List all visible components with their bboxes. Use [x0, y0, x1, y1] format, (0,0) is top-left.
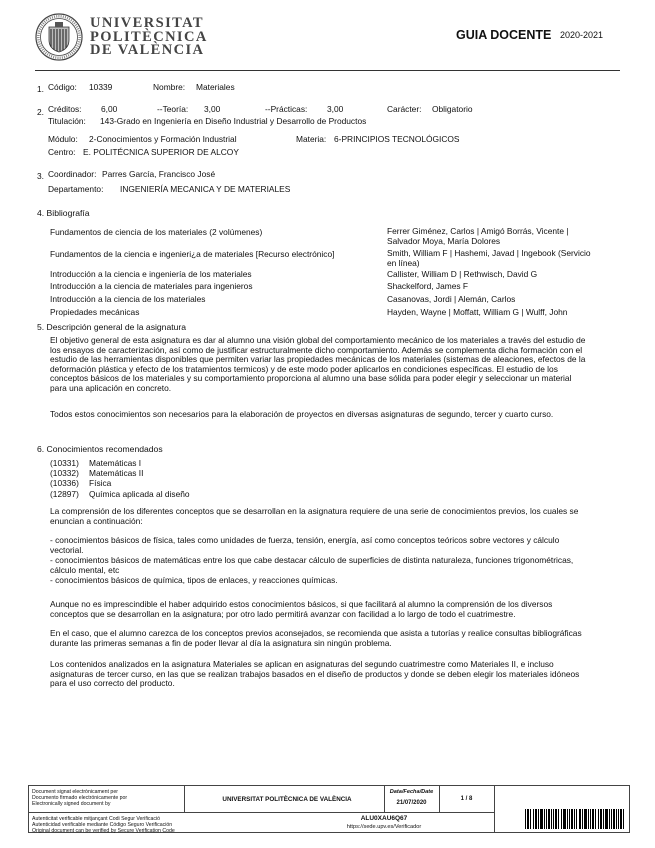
- biblio-authors: Hayden, Wayne | Moffatt, William G | Wulff, John: [387, 307, 568, 317]
- creditos-value: 6,00: [101, 104, 118, 114]
- conocimientos-paragraph: Aunque no es imprescindible el haber adquirido estos conocimientos básicos, si que facilitará al alumno la comprensión de los diversos conceptos que se desarrollan en la asignatura; por otro lado permitirá avanzar con facilidad a lo largo de todo el cuatrimestre.: [50, 599, 553, 619]
- university-name-line: DE VALÈNCIA: [90, 42, 205, 58]
- footer-divider: [184, 786, 185, 812]
- titulacion-value: 143-Grado en Ingeniería en Diseño Industrial y Desarrollo de Productos: [100, 116, 367, 126]
- creditos-label: Créditos:: [48, 104, 82, 114]
- course-code: (10331): [50, 458, 79, 468]
- biblio-authors: Smith, William F | Hashemi, Javad | Ingebook (Servicio en línea): [387, 248, 591, 268]
- footer-divider: [494, 786, 495, 832]
- conocimientos-heading: 6. Conocimientos recomendados: [37, 444, 163, 454]
- biblio-authors: Callister, William D | Rethwisch, David G: [387, 269, 538, 279]
- verify-line: Autenticidad verificable mediante Código Seguro Verificación: [32, 822, 173, 828]
- document-title: GUIA DOCENTE: [456, 28, 552, 42]
- bibliografia-heading: 4. Bibliografía: [37, 208, 90, 218]
- materia-label: Materia:: [296, 134, 327, 144]
- practicas-value: 3,00: [327, 104, 344, 114]
- modulo-label: Módulo:: [48, 134, 78, 144]
- materia-value: 6-PRINCIPIOS TECNOLÓGICOS: [334, 134, 460, 144]
- course-code: (10336): [50, 478, 79, 488]
- departamento-value: INGENIERÍA MECANICA Y DE MATERIALES: [120, 184, 291, 194]
- caracter-label: Carácter:: [387, 104, 422, 114]
- biblio-authors: Ferrer Giménez, Carlos | Amigó Borrás, Vicente | Salvador Moya, María Dolores: [387, 226, 569, 246]
- biblio-authors: Shackelford, James F: [387, 281, 468, 291]
- header-divider: [35, 70, 620, 71]
- descripcion-paragraph: El objetivo general de esta asignatura es dar al alumno una visión global del comportamiento mecánico de los materiales a través del estudio de los ensayos de caracterización, así como de justificar estructuralmente dicho comportamiento. Además se complementa dicha formación con el estudio de las herramientas disponibles que permiten variar las propiedades mecánicas de los materiales (sistemas de aleaciones, efectos de la deformación plástica y efecto de los tratamientos termicos) y de este modo poder aplicarlos en condiciones específicas. El estudio de los conceptos básicos de los materiales y su comportamiento proporciona al alumno una base sólida para poder elegir y seleccionar un material para una aplicación en concreto.: [50, 335, 586, 393]
- section-number: 2.: [37, 107, 44, 117]
- codigo-label: Código:: [48, 82, 77, 92]
- biblio-title: Propiedades mecánicas: [50, 307, 140, 317]
- upv-seal-logo: [35, 13, 83, 61]
- descripcion-heading: 5. Descripción general de la asignatura: [37, 322, 187, 332]
- biblio-title: Introducción a la ciencia de materiales para ingenieros: [50, 281, 253, 291]
- biblio-title: Introducción a la ciencia de los materiales: [50, 294, 206, 304]
- footer-divider: [29, 812, 494, 813]
- titulacion-label: Titulación:: [48, 116, 86, 126]
- course-name: Física: [89, 478, 112, 488]
- signer-name: UNIVERSITAT POLITÈCNICA DE VALÈNCIA: [222, 796, 352, 803]
- biblio-title: Introducción a la ciencia e ingeniería de los materiales: [50, 269, 252, 279]
- centro-label: Centro:: [48, 147, 76, 157]
- teoria-value: 3,00: [204, 104, 221, 114]
- descripcion-paragraph: Todos estos conocimientos son necesarios para la elaboración de proyectos en diversas asignaturas de segundo, tercer y cuarto curso.: [50, 409, 554, 419]
- university-name-line: UNIVERSITAT: [90, 15, 204, 31]
- nombre-label: Nombre:: [153, 82, 186, 92]
- centro-value: E. POLITÉCNICA SUPERIOR DE ALCOY: [83, 147, 239, 157]
- university-name-line: POLITÈCNICA: [90, 28, 208, 45]
- course-code: (12897): [50, 489, 79, 499]
- verification-url[interactable]: https://sede.upv.es/Verificador: [346, 824, 422, 830]
- section-number: 1.: [37, 84, 44, 94]
- signed-by-text: [32, 789, 127, 807]
- course-name: Matemáticas I: [89, 458, 142, 468]
- verification-code: ALU0XAU6Q67: [360, 815, 408, 822]
- coordinador-value: Parres García, Francisco José: [102, 169, 216, 179]
- signed-by-line: Electronically signed document by: [32, 801, 111, 807]
- signed-by-line: Documento firmado electrónicamente por: [32, 795, 128, 801]
- conocimientos-paragraph: En el caso, que el alumno carezca de los conceptos previos aconsejados, se recomienda que asista a tutorías y realice consultas bibliográficas durante las primeras semanas a fin de poder llevar al día la asignatura sin ningún problema.: [50, 628, 582, 648]
- section-number: 3.: [37, 171, 44, 181]
- conocimientos-bullet: - conocimientos básicos de física, tales como unidades de fuerza, tensión, energía, así como conceptos teóricos sobre vectores y cálculo vectorial.: [50, 535, 560, 555]
- course-code: (10332): [50, 468, 79, 478]
- conocimientos-paragraph: Los contenidos analizados en la asignatura Materiales se aplican en asignaturas del segundo cuatrimestre como Materiales II, e incluso asignaturas de tercer curso, en las que se realizan trabajos basados en el diseño de productos y donde se deben elegir los materiales idóneos para el uso correcto del producto.: [50, 659, 580, 689]
- course-name: Química aplicada al diseño: [89, 489, 190, 499]
- date-label: Data/Fecha/Date: [389, 789, 434, 795]
- biblio-authors: Casanovas, Jordi | Alemán, Carlos: [387, 294, 516, 304]
- academic-year: 2020-2021: [560, 30, 604, 40]
- barcode: [525, 809, 625, 829]
- departamento-label: Departamento:: [48, 184, 104, 194]
- conocimientos-paragraph: La comprensión de los diferentes conceptos que se desarrollan en la asignatura requiere de una serie de conocimientos previos, los cuales se enuncian a continuación:: [50, 506, 579, 526]
- verify-line: Autenticitat verificable mitjançant Codi Segur Verificació: [32, 816, 161, 822]
- modulo-value: 2-Conocimientos y Formación Industrial: [89, 134, 237, 144]
- signed-by-line: Document signat electrònicament per: [32, 789, 118, 795]
- conocimientos-bullet: - conocimientos básicos de química, tipos de enlaces, y reacciones químicas.: [50, 575, 338, 585]
- date-value: 21/07/2020: [396, 800, 427, 806]
- signature-footer: [28, 785, 630, 833]
- codigo-value: 10339: [89, 82, 113, 92]
- conocimientos-bullet: - conocimientos básicos de matemáticas entre los que cabe destacar cálculo de superficies de distinta naturaleza, funciones trigonométricas, cálculo mental, etc: [50, 555, 574, 575]
- page-number: 1 / 8: [460, 796, 473, 802]
- verify-line: Original document can be verified by Secure Verification Code: [32, 828, 175, 834]
- course-name: Matemáticas II: [89, 468, 144, 478]
- verify-text: [32, 816, 175, 834]
- biblio-title: Fundamentos de ciencia de los materiales (2 volúmenes): [50, 227, 263, 237]
- practicas-label: --Prácticas:: [265, 104, 308, 114]
- coordinador-label: Coordinador:: [48, 169, 97, 179]
- biblio-title: Fundamentos de la ciencia e ingenieri¿a de materiales [Recurso electrónico]: [50, 249, 335, 259]
- caracter-value: Obligatorio: [432, 104, 473, 114]
- nombre-value: Materiales: [196, 82, 235, 92]
- university-name: [90, 17, 208, 58]
- teoria-label: --Teoría:: [157, 104, 189, 114]
